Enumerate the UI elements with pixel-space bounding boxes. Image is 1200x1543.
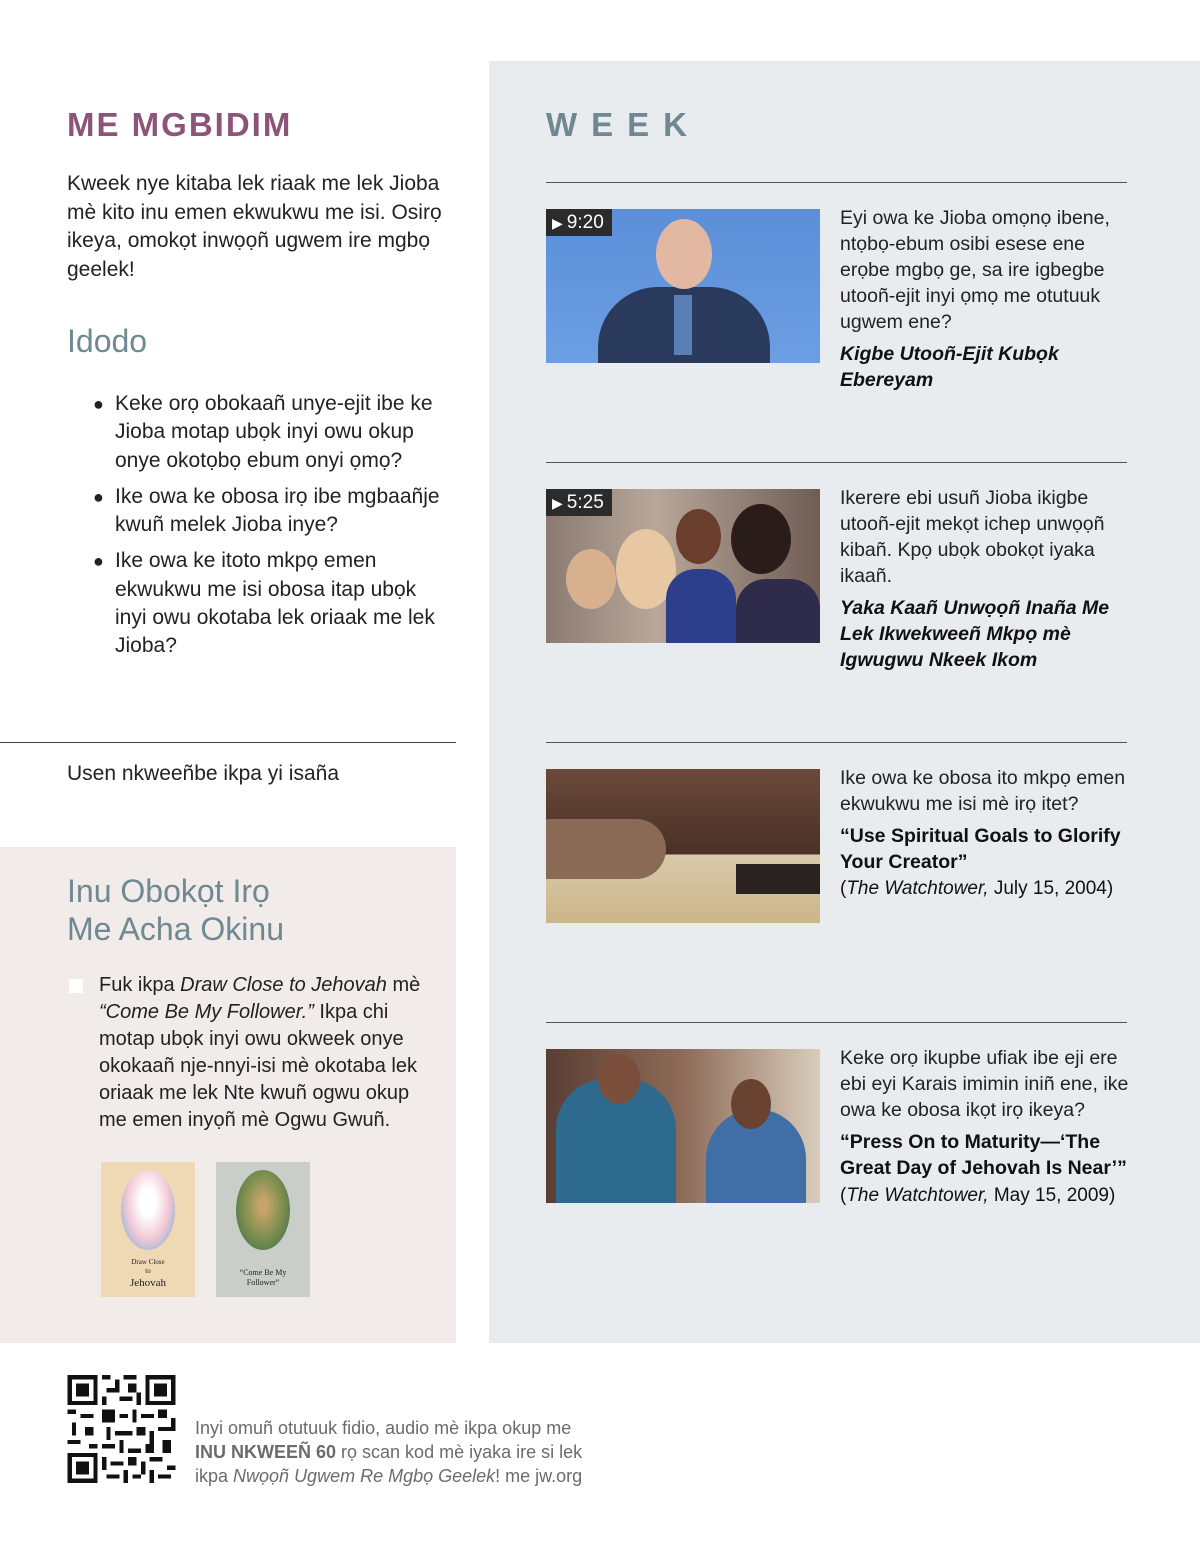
bullet-icon: ● [93, 486, 104, 507]
video-link[interactable]: Yaka Kaañ Unwọọñ Inaña Me Lek Ikwekweeñ Mkpọ mè Igwugwu Nkeek Ikom [840, 597, 1110, 671]
article-source [840, 878, 1113, 899]
speaker-head [656, 219, 712, 289]
divider [0, 742, 456, 743]
source-part: ( [840, 1185, 847, 1206]
cover-text: to [145, 1267, 151, 1275]
article-image[interactable] [546, 769, 820, 923]
checkbox-icon[interactable] [69, 979, 83, 993]
activity-title-line: Inu Obokọt Irọ [67, 873, 270, 909]
question-text: Ike owa ke obosa irọ ibe mgbaañje kwuñ melek Jioba inye? [115, 484, 440, 537]
cover-art [236, 1170, 290, 1250]
question-item [93, 390, 443, 475]
cover-art [121, 1170, 175, 1250]
question-item [93, 483, 443, 540]
article-title: “Use Spiritual Goals to Glorify Your Creator” [840, 825, 1121, 873]
week-item [840, 485, 1130, 673]
question-item [93, 547, 443, 660]
questions-list [93, 390, 443, 669]
nurse-face [731, 1079, 771, 1129]
activity-title-line: Me Acha Okinu [67, 911, 284, 947]
item-description: Ike owa ke obosa ito mkpọ emen ekwukwu me isi mè irọ itet? [840, 767, 1126, 815]
nurse-face [598, 1054, 640, 1104]
divider [546, 742, 1127, 743]
task-text-part: Fuk ikpa [99, 974, 181, 996]
questions-heading: Idodo [67, 323, 148, 359]
footer-link[interactable]: ! me jw.org [495, 1466, 583, 1486]
week-item [840, 205, 1130, 393]
qr-code[interactable] [67, 1375, 176, 1483]
footer-line: ikpa [195, 1466, 234, 1486]
publication-date: July 15, 2004) [988, 878, 1114, 899]
week-item [840, 765, 1130, 902]
question-text: Ike owa ke itoto mkpọ emen ekwukwu me isi obosa itap ubọk inyi owu okotaba lek oriaak me lek Jioba? [115, 549, 435, 658]
task-text-part: mè [386, 974, 421, 996]
divider [546, 182, 1127, 183]
cover-text: Follower” [246, 1278, 280, 1287]
video-thumbnail[interactable] [546, 209, 820, 363]
cover-text: “Come Be My [239, 1268, 287, 1277]
video-duration-badge [546, 209, 612, 236]
play-icon: ▶ [552, 215, 563, 231]
discussion-note: Usen nkweeñbe ikpa yi isaña [67, 762, 339, 785]
publication-date: May 15, 2009) [988, 1185, 1116, 1206]
cover-text: Draw Close [131, 1258, 165, 1266]
book-cover-come-be-my-follower[interactable] [216, 1162, 310, 1297]
writing-hand [546, 819, 666, 879]
publication-name: The Watchtower, [846, 1185, 989, 1206]
question-text: Keke orọ obokaañ unye-ejit ibe ke Jioba motap ubọk inyi owu okup onye okotọbọ ebum onyi ọmọ? [115, 392, 433, 472]
book-title-draw-close: Draw Close to Jehovah [180, 974, 387, 996]
footer-highlight: INU NKWEEÑ 60 [195, 1442, 337, 1462]
article-source [840, 1185, 1115, 1206]
video-thumbnail[interactable] [546, 489, 820, 643]
footer-line: Inyi omuñ otutuuk fidio, audio mè ikpa okup me [195, 1418, 572, 1438]
article-image[interactable] [546, 1049, 820, 1203]
footer-text [195, 1416, 635, 1488]
bible-book [736, 864, 820, 894]
book-cover-title [103, 1258, 193, 1290]
article-reference[interactable] [840, 1129, 1130, 1209]
book-cover-draw-close[interactable] [101, 1162, 195, 1297]
audience-figure [566, 549, 616, 609]
book-title-come-be-my-follower: “Come Be My Follower.” [99, 1001, 314, 1023]
footer-line: rọ scan kod mè iyaka ire si lek [336, 1442, 583, 1462]
audience-figure [676, 509, 721, 564]
duration-text: 9:20 [566, 212, 604, 233]
video-link[interactable]: Kigbe Utooñ-Ejit Kubọk Ebereyam [840, 343, 1059, 391]
play-icon: ▶ [552, 495, 563, 511]
divider [546, 462, 1127, 463]
speaker-tie [674, 295, 692, 355]
duration-text: 5:25 [566, 492, 604, 513]
audience-clothing [736, 579, 820, 643]
video-duration-badge [546, 489, 612, 516]
audience-figure [731, 504, 791, 574]
page-title: ME MGBIDIM [67, 106, 293, 143]
activity-task-text [99, 972, 439, 1134]
item-description: Ikerere ebi usuñ Jioba ikigbe utooñ-ejit mekọt ichep unwọọñ kibañ. Kpọ ubọk obokọt iyaka ikaañ. [840, 487, 1105, 587]
article-title: “Press On to Maturity—‘The Great Day of Jehovah Is Near’” [840, 1131, 1127, 1179]
audience-clothing [666, 569, 736, 643]
activity-box-title [67, 872, 427, 948]
book-cover-title [218, 1268, 308, 1288]
divider [546, 1022, 1127, 1023]
item-description: Eyi owa ke Jioba omọnọ ibene, ntọbọ-ebum osibi esese ene erọbe mgbọ ge, sa ire igbegbe utooñ-ejit inyi ọmọ me otutuuk ugwem ene? [840, 207, 1110, 333]
bullet-icon: ● [93, 394, 104, 414]
publication-title: Nwọọñ Ugwem Re Mgbọ Geelek [233, 1466, 496, 1486]
cover-text: Jehovah [129, 1277, 167, 1289]
task-text-part: Ikpa chi motap ubọk inyi owu okweek onye okokaañ nje-nnyi-isi mè okotaba lek oriaak me lek Nte kwuñ ogwu okup me emen inyọñ mè Ogwu Gwuñ. [99, 1001, 417, 1131]
source-part: ( [840, 878, 847, 899]
week-title: WEEK [546, 106, 701, 143]
week-item [840, 1045, 1130, 1209]
article-reference[interactable] [840, 823, 1130, 902]
publication-name: The Watchtower, [846, 878, 989, 899]
bullet-icon: ● [93, 551, 104, 572]
item-description: Keke orọ ikupbe ufiak ibe eji ere ebi eyi Karais imimin iniñ ene, ike owa ke obosa ikọt irọ ikeya? [840, 1047, 1129, 1121]
intro-text: Kweek nye kitaba lek riaak me lek Jioba mè kito inu emen ekwukwu me isi. Osirọ ikeya, omokọt inwọọñ ugwem ire mgbọ geelek! [67, 172, 442, 281]
